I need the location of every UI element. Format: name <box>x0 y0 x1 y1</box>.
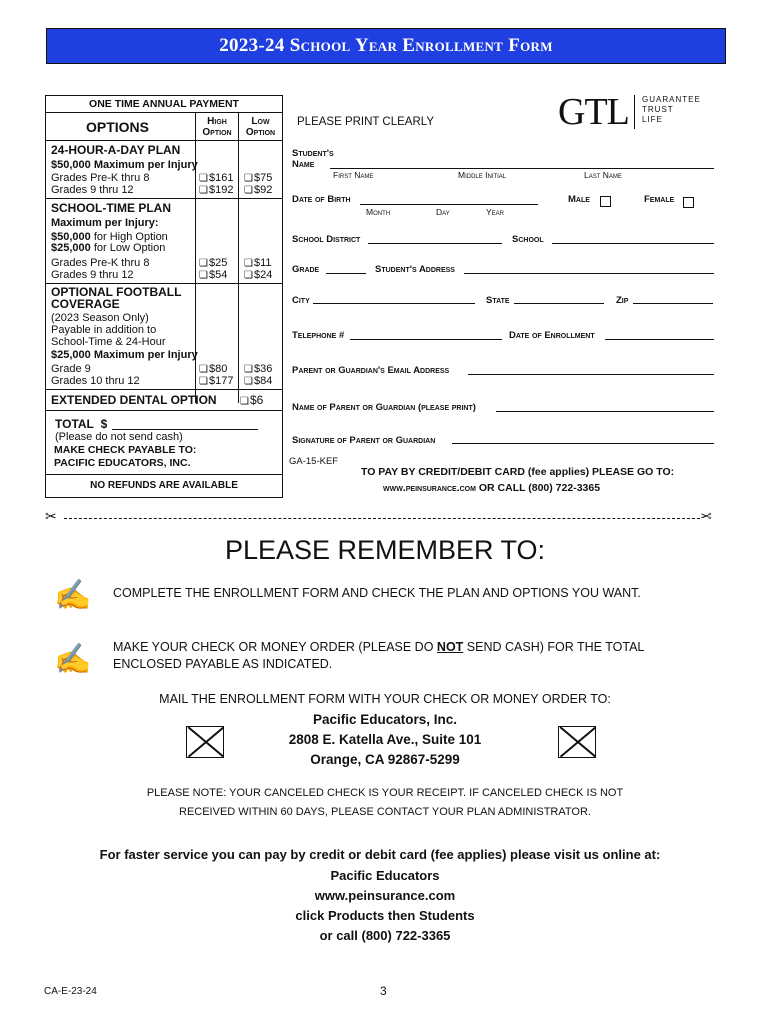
envelope-icon <box>558 726 596 758</box>
no-refunds-notice: NO REFUNDS ARE AVAILABLE <box>90 480 238 491</box>
parent-name-label: Name of Parent or Guardian (please print) <box>292 402 476 413</box>
male-label: Male <box>568 194 590 205</box>
plan-schooltime-grades-b: Grades 9 thru 12 <box>51 269 134 281</box>
plan-football-name1: OPTIONAL FOOTBALL <box>51 285 182 299</box>
total-no-cash-note: (Please do not send cash) <box>55 431 183 443</box>
first-name-caption: First Name <box>333 170 374 180</box>
plan-football-note2: School-Time & 24-Hour <box>51 336 166 348</box>
page-number: 3 <box>380 984 387 998</box>
plan-football-grades-b: Grades 10 thru 12 <box>51 375 140 387</box>
school-label: School <box>512 234 544 245</box>
options-table <box>45 95 283 498</box>
city-field[interactable] <box>313 303 475 304</box>
form-code: GA-15-KEF <box>289 456 339 467</box>
plan-schooltime-low-a-checkbox[interactable]: ❏ $11 <box>244 257 272 270</box>
plan-24hour-high-a-checkbox[interactable]: ❏ $161 <box>199 172 233 185</box>
plan-24hour-grades-b: Grades 9 thru 12 <box>51 184 134 196</box>
grade-label: Grade <box>292 264 320 275</box>
total-label: TOTAL $ <box>55 417 108 431</box>
parent-email-label: Parent or Guardian's Email Address <box>292 365 450 376</box>
dental-option-name: EXTENDED DENTAL OPTION <box>51 393 217 407</box>
plan-football-low-a-checkbox[interactable]: ❏ $36 <box>244 363 272 376</box>
plan-schooltime-high-a-checkbox[interactable]: ❏ $25 <box>199 257 227 270</box>
one-time-payment-header: ONE TIME ANNUAL PAYMENT <box>89 98 239 110</box>
plan-24hour-low-b-checkbox[interactable]: ❏ $92 <box>244 184 272 197</box>
remember-item-1: COMPLETE THE ENROLLMENT FORM AND CHECK THE PLAN AND OPTIONS YOU WANT. <box>113 586 641 600</box>
envelope-icon <box>186 726 224 758</box>
date-enrollment-label: Date of Enrollment <box>509 330 595 341</box>
plan-football-high-b-checkbox[interactable]: ❏ $177 <box>199 375 233 388</box>
payable-to-line2: PACIFIC EDUCATORS, INC. <box>54 457 191 469</box>
dental-option-checkbox[interactable]: ❏ $6 <box>240 394 263 408</box>
parent-email-field[interactable] <box>468 374 714 375</box>
school-district-field[interactable] <box>368 243 502 244</box>
student-name-label: Student's Name <box>292 148 334 170</box>
gtl-logo: GTL <box>558 91 629 133</box>
school-district-label: School District <box>292 234 361 245</box>
online-line3: click Products then Students <box>295 908 475 923</box>
school-field[interactable] <box>552 243 714 244</box>
female-label: Female <box>644 194 675 205</box>
cut-line <box>64 518 700 519</box>
parent-name-field[interactable] <box>496 411 714 412</box>
city-label: City <box>292 295 310 306</box>
logo-divider <box>634 95 635 129</box>
date-enrollment-field[interactable] <box>605 339 714 340</box>
high-option-header: High Option <box>202 116 232 138</box>
plan-football-low-b-checkbox[interactable]: ❏ $84 <box>244 375 272 388</box>
pay-by-card-line2: www.peinsurance.com OR CALL (800) 722-3365 <box>383 482 601 494</box>
writing-hand-icon: ✍ <box>54 579 92 612</box>
online-line4: or call (800) 722-3365 <box>319 928 451 943</box>
student-name-field[interactable] <box>330 168 714 169</box>
online-line1: Pacific Educators <box>330 868 440 883</box>
footer-code: CA-E-23-24 <box>44 986 97 997</box>
plan-football-grades-a: Grade 9 <box>51 363 91 375</box>
state-label: State <box>486 295 510 306</box>
plan-schooltime-low-b-checkbox[interactable]: ❏ $24 <box>244 269 272 282</box>
signature-field[interactable] <box>452 443 714 444</box>
last-name-caption: Last Name <box>584 170 622 180</box>
dob-field[interactable] <box>360 204 538 205</box>
plan-schooltime-high-b-checkbox[interactable]: ❏ $54 <box>199 269 227 282</box>
please-print-clearly: PLEASE PRINT CLEARLY <box>297 116 434 128</box>
telephone-field[interactable] <box>350 339 502 340</box>
total-input-line[interactable] <box>112 429 258 430</box>
scissors-icon-right: ✂ <box>700 508 712 524</box>
month-caption: Month <box>366 207 391 217</box>
form-title: 2023-24 School Year Enrollment Form <box>46 28 726 64</box>
student-address-field[interactable] <box>464 273 714 274</box>
plan-schooltime-grades-a: Grades Pre-K thru 8 <box>51 257 150 269</box>
plan-football-max: $25,000 Maximum per Injury <box>51 349 198 361</box>
pay-by-card-line1: TO PAY BY CREDIT/DEBIT CARD (fee applies) PLEASE GO TO: <box>361 466 675 478</box>
gtl-logo-text: GUARANTEE TRUST LIFE <box>642 95 701 124</box>
state-field[interactable] <box>514 303 604 304</box>
mail-address-line1: Pacific Educators, Inc. <box>312 712 458 727</box>
mail-address-line2: 2808 E. Katella Ave., Suite 101 <box>288 732 482 747</box>
grade-field[interactable] <box>326 273 366 274</box>
female-checkbox[interactable] <box>683 197 694 208</box>
payable-to-line1: MAKE CHECK PAYABLE TO: <box>54 444 197 456</box>
remember-item-2: MAKE YOUR CHECK OR MONEY ORDER (PLEASE DO NOT SEND CASH) FOR THE TOTAL <box>113 640 645 654</box>
zip-field[interactable] <box>633 303 713 304</box>
male-checkbox[interactable] <box>600 196 611 207</box>
plan-schooltime-high-text: $50,000 for High Option <box>51 231 168 243</box>
remember-item-2b: ENCLOSED PAYABLE AS INDICATED. <box>113 657 333 671</box>
plan-24hour-grades-a: Grades Pre-K thru 8 <box>51 172 150 184</box>
plan-football-high-a-checkbox[interactable]: ❏ $80 <box>199 363 227 376</box>
signature-label: Signature of Parent or Guardian <box>292 435 436 446</box>
mail-address-line3: Orange, CA 92867-5299 <box>310 752 460 767</box>
plan-football-note1: Payable in addition to <box>51 324 157 336</box>
writing-hand-icon: ✍ <box>54 643 92 676</box>
zip-label: Zip <box>616 295 629 306</box>
mail-instruction: MAIL THE ENROLLMENT FORM WITH YOUR CHECK OR MONEY ORDER TO: <box>159 692 611 706</box>
middle-initial-caption: Middle Initial <box>458 170 507 180</box>
plan-schooltime-max-label: Maximum per Injury: <box>51 217 159 229</box>
year-caption: Year <box>486 207 505 217</box>
receipt-note-line1: PLEASE NOTE: YOUR CANCELED CHECK IS YOUR RECEIPT. IF CANCELED CHECK IS NOT <box>146 787 624 799</box>
plan-24hour-high-b-checkbox[interactable]: ❏ $192 <box>199 184 233 197</box>
plan-football-name2: COVERAGE <box>51 297 120 311</box>
remember-heading: PLEASE REMEMBER TO: <box>224 535 546 565</box>
scissors-icon-left: ✂ <box>45 508 57 524</box>
plan-24hour-name: 24-HOUR-A-DAY PLAN <box>51 143 181 157</box>
options-label: OPTIONS <box>86 119 150 135</box>
plan-schooltime-low-text: $25,000 for Low Option <box>51 242 166 254</box>
online-line2: www.peinsurance.com <box>314 888 456 903</box>
plan-24hour-max: $50,000 Maximum per Injury <box>51 159 198 171</box>
receipt-note-line2: RECEIVED WITHIN 60 DAYS, PLEASE CONTACT YOUR PLAN ADMINISTRATOR. <box>179 806 591 818</box>
faster-service: For faster service you can pay by credit or debit card (fee applies) please visit us online at: <box>99 847 661 862</box>
plan-24hour-low-a-checkbox[interactable]: ❏ $75 <box>244 172 272 185</box>
plan-football-season: (2023 Season Only) <box>51 312 149 324</box>
telephone-label: Telephone # <box>292 330 345 341</box>
dob-label: Date of Birth <box>292 194 351 205</box>
plan-schooltime-name: SCHOOL-TIME PLAN <box>51 201 171 215</box>
student-address-label: Student's Address <box>375 264 455 275</box>
low-option-header: Low Option <box>245 116 276 138</box>
day-caption: Day <box>436 207 450 217</box>
